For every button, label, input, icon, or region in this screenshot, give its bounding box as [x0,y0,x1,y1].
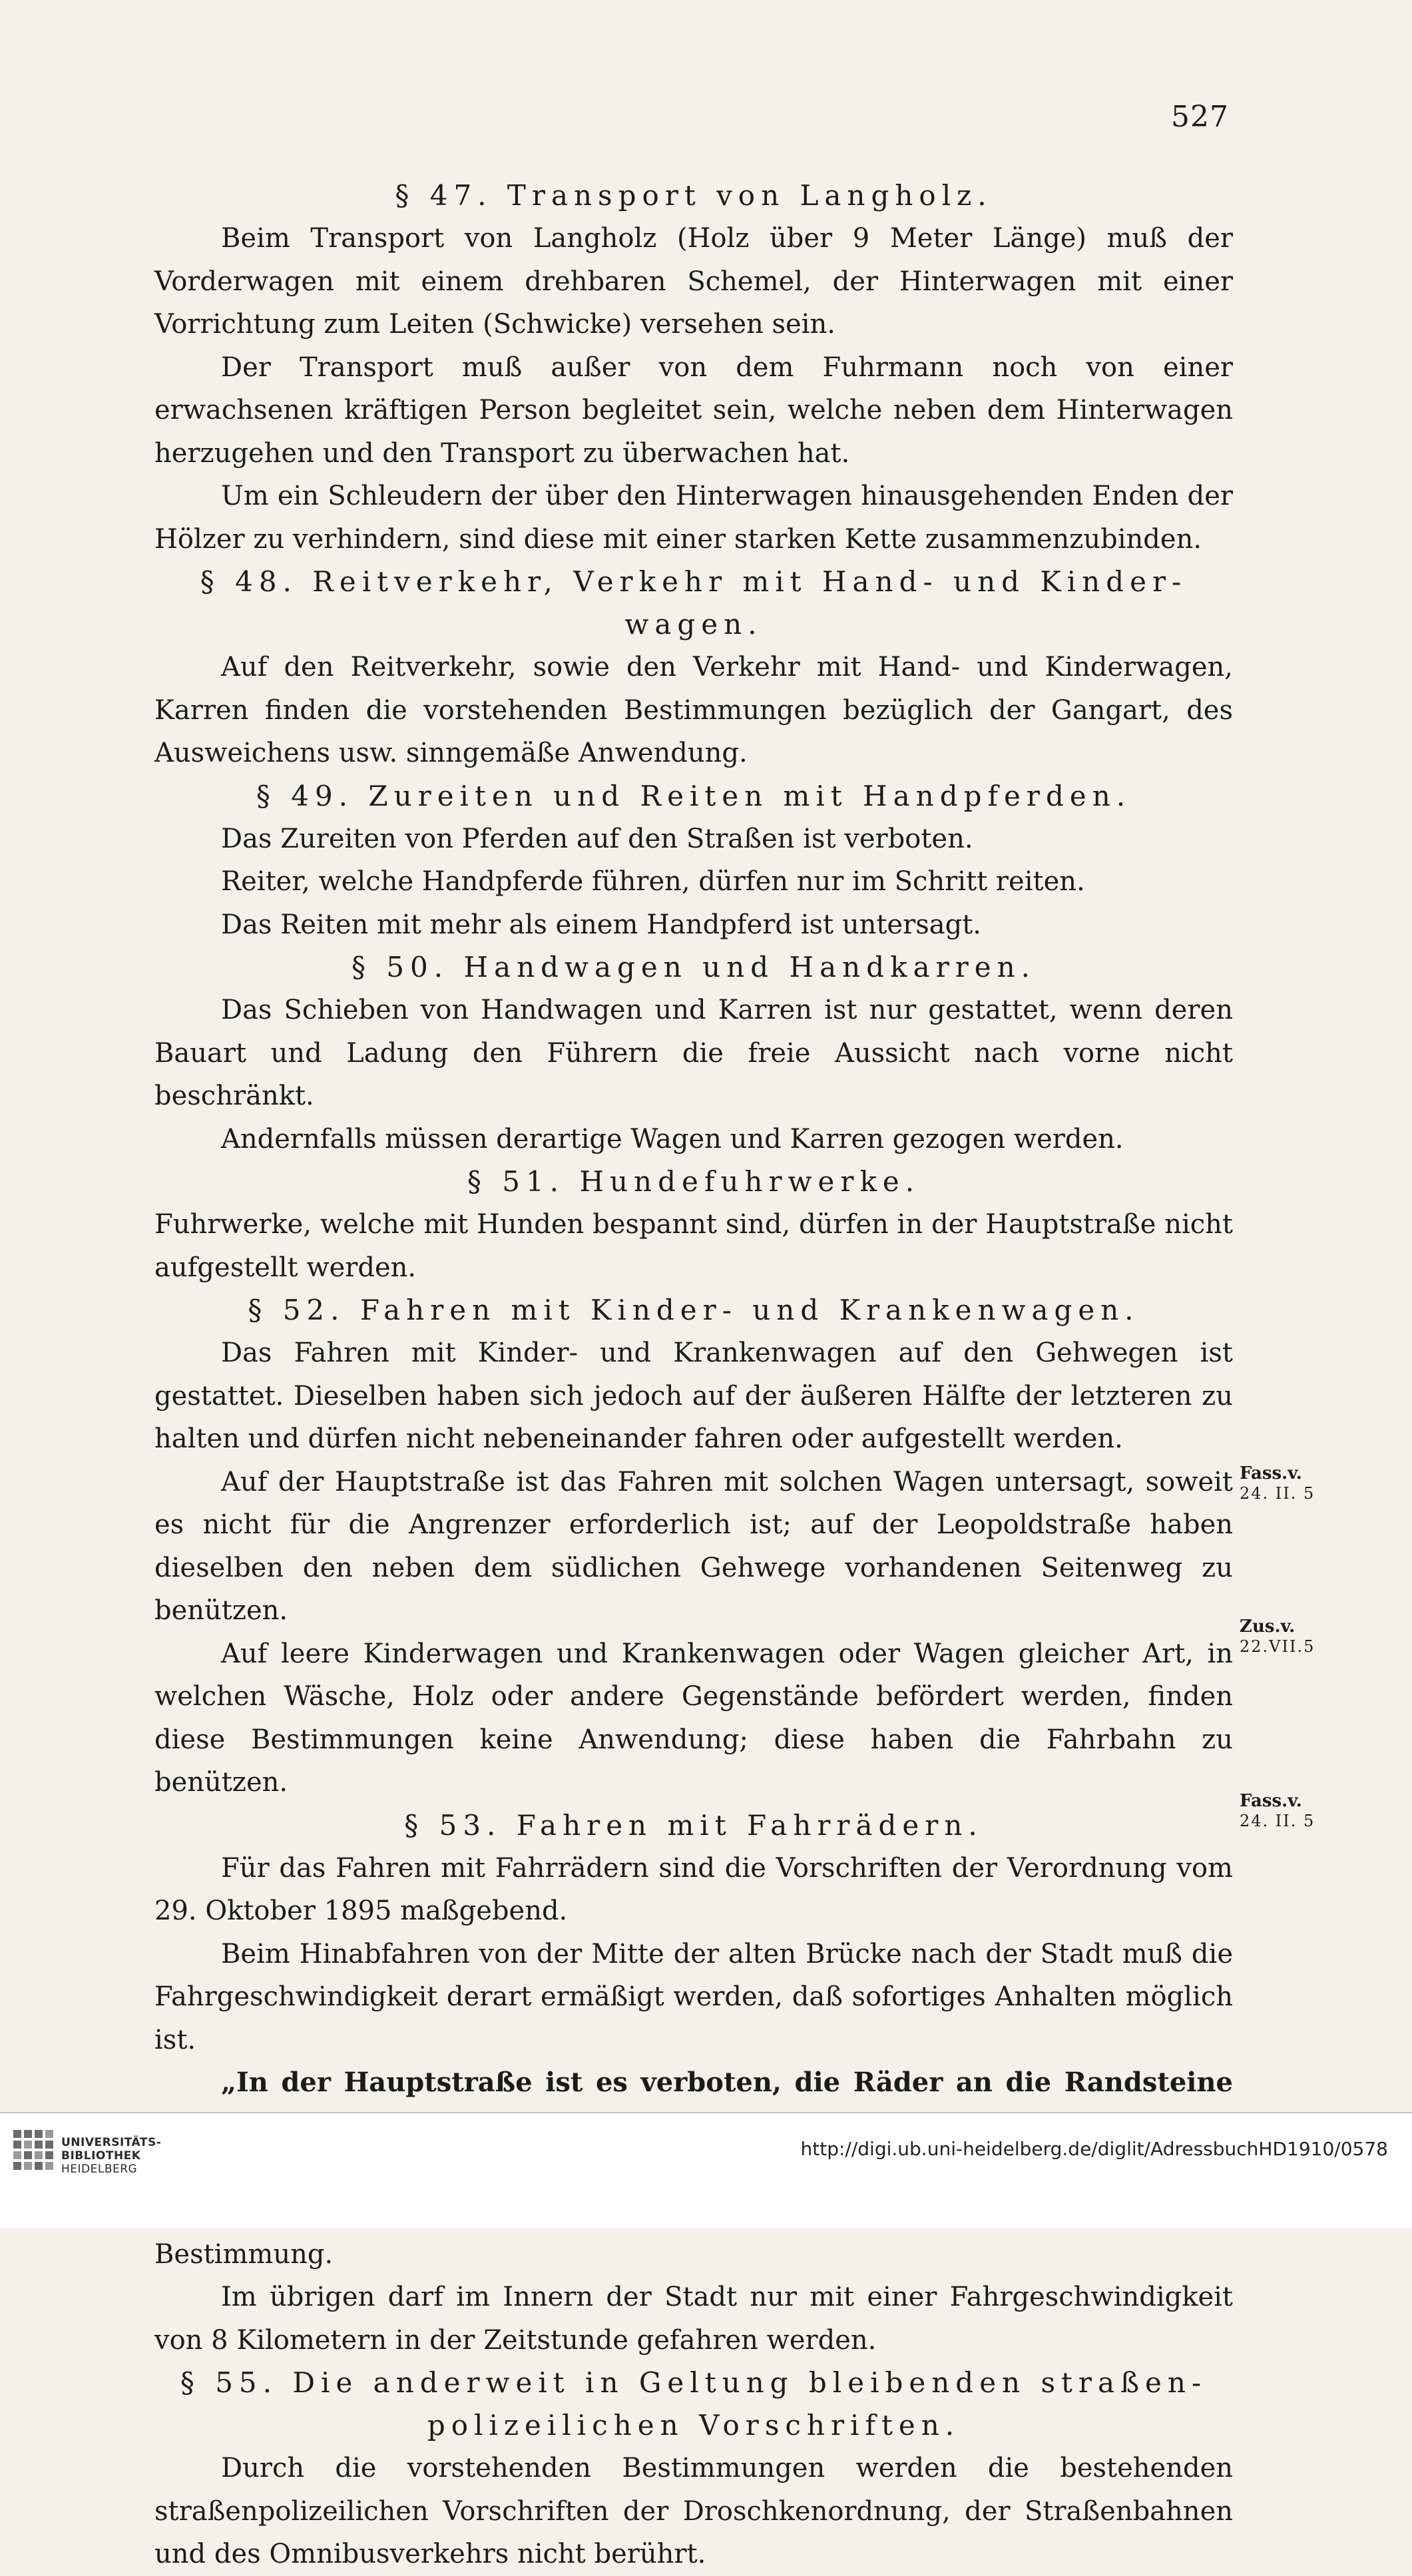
paragraph: Fuhrwerke, welche mit Hunden bespannt sind, dürfen in der Hauptstraße nicht aufgestellt werden. [154,1209,1233,1283]
margin-note-date: 22.VII.5 [1240,1637,1315,1656]
margin-note [1240,1791,1353,1831]
section-heading-52: § 52. Fahren mit Kinder- und Krankenwagen. [248,1294,1140,1326]
margin-note-label: Zus.v. [1240,1617,1295,1637]
margin-note-label: Fass.v. [1240,1463,1302,1483]
margin-note [1240,1463,1353,1503]
paragraph: Das Zureiten von Pferden auf den Straßen ist verboten. [221,823,973,854]
section-heading-48: § 48. Reitverkehr, Verkehr mit Hand- und Kinder- [200,565,1188,598]
section-heading-51: § 51. Hundefuhrwerke. [467,1165,921,1198]
paragraph: Das Reiten mit mehr als einem Handpferd ist untersagt. [221,909,981,940]
library-name-line: UNIVERSITÄTS- [61,2136,162,2149]
section-heading-53: § 53. Fahren mit Fahrrädern. [404,1808,983,1842]
footer-bar [0,2113,1412,2228]
library-name [61,2136,161,2176]
paragraph: Der Transport muß außer von dem Fuhrmann noch von einer erwachsenen kräftigen Person begleitet sein, welche neben dem Hinterwagen herzugehen und den Transport zu überwachen hat. [154,352,1233,469]
margin-note [1240,1617,1353,1657]
paragraph-amendment: „In der Hauptstraße ist es verboten, die Räder an die Randsteine [221,2067,1233,2098]
section-heading-55-cont: polizeilichen Vorschriften. [427,2409,961,2442]
paragraph: Andernfalls müssen derartige Wagen und Karren gezogen werden. [221,1123,1124,1155]
paragraph: Auf den Reitverkehr, sowie den Verkehr mit Hand- und Kinderwagen, Karren finden die vorstehenden Bestimmungen bezüglich der Gangart, des Ausweichens usw. sinngemäße Anwendung. [154,652,1233,768]
paragraph: Beim Transport von Langholz (Holz über 9 Meter Länge) muß der Vorderwagen mit einem drehbaren Schemel, der Hinterwagen mit einer Vorrichtung zum Leiten (Schwicke) versehen sein. [154,223,1233,340]
paragraph: Reiter, welche Handpferde führen, dürfen nur im Schritt reiten. [221,866,1085,897]
section-heading-50: § 50. Handwagen und Handkarren. [351,951,1037,983]
section-heading-55: § 55. Die anderweit in Geltung bleibenden straßen- [180,2366,1208,2399]
source-url-link[interactable]: http://digi.ub.uni-heidelberg.de/diglit/AdressbuchHD1910/0578 [800,2138,1388,2160]
page-number: 527 [1171,100,1229,134]
margin-note-date: 24. II. 5 [1240,1812,1315,1830]
paragraph: Durch die vorstehenden Bestimmungen werden die bestehenden straßenpolizeilichen Vorschriften der Droschkenordnung, der Straßenbahnen und des Omnibusverkehrs nicht berührt. [154,2453,1233,2569]
margin-note-label: Fass.v. [1240,1791,1302,1811]
paragraph: Für das Fahren mit Fahrrädern sind die Vorschriften der Verordnung vom 29. Oktober 1895 maßgebend. [154,1852,1233,1926]
paragraph: Beim Hinabfahren von der Mitte der alten Brücke nach der Stadt muß die Fahrgeschwindigkeit derart ermäßigt werden, daß sofortiges Anhalten möglich ist. [154,1938,1233,2055]
paragraph: Das Schieben von Handwagen und Karren ist nur gestattet, wenn deren Bauart und Ladung den Führern die freie Aussicht nach vorne nicht beschränkt. [154,995,1233,1111]
margin-note-date: 24. II. 5 [1240,1484,1315,1503]
section-heading-47: § 47. Transport von Langholz. [395,179,993,212]
paragraph: Auf leere Kinderwagen und Krankenwagen oder Wagen gleicher Art, in welchen Wäsche, Holz oder andere Gegenstände befördert werden, finden diese Bestimmungen keine Anwendung; diese haben die Fahrbahn zu benützen. [154,1638,1233,1798]
section-heading-49: § 49. Zureiten und Reiten mit Handpferden. [256,779,1132,812]
library-name-line: HEIDELBERG [61,2163,138,2176]
paragraph: Das Fahren mit Kinder- und Krankenwagen auf den Gehwegen ist gestattet. Dieselben haben sich jedoch auf der äußeren Hälfte der letzteren zu halten und dürfen nicht nebeneinander fahren oder aufgestellt werden. [154,1338,1233,1454]
paragraph: Bestimmung. [154,2238,334,2270]
paragraph: Im übrigen darf im Innern der Stadt nur mit einer Fahrgeschwindigkeit von 8 Kilometern in der Zeitstunde gefahren werden. [154,2282,1233,2356]
paragraph: Auf der Hauptstraße ist das Fahren mit solchen Wagen untersagt, soweit es nicht für die Angrenzer erforderlich ist; auf der Leopoldstraße haben dieselben den neben dem südlichen Gehwege vorhandenen Seitenweg zu benützen. [154,1466,1233,1626]
university-library-logo-icon [13,2130,53,2170]
section-heading-48-cont: wagen. [624,608,763,641]
library-name-line: BIBLIOTHEK [61,2149,141,2163]
paragraph: Um ein Schleudern der über den Hinterwagen hinausgehenden Enden der Hölzer zu verhindern, sind diese mit einer starken Kette zusammenzubinden. [154,481,1233,555]
